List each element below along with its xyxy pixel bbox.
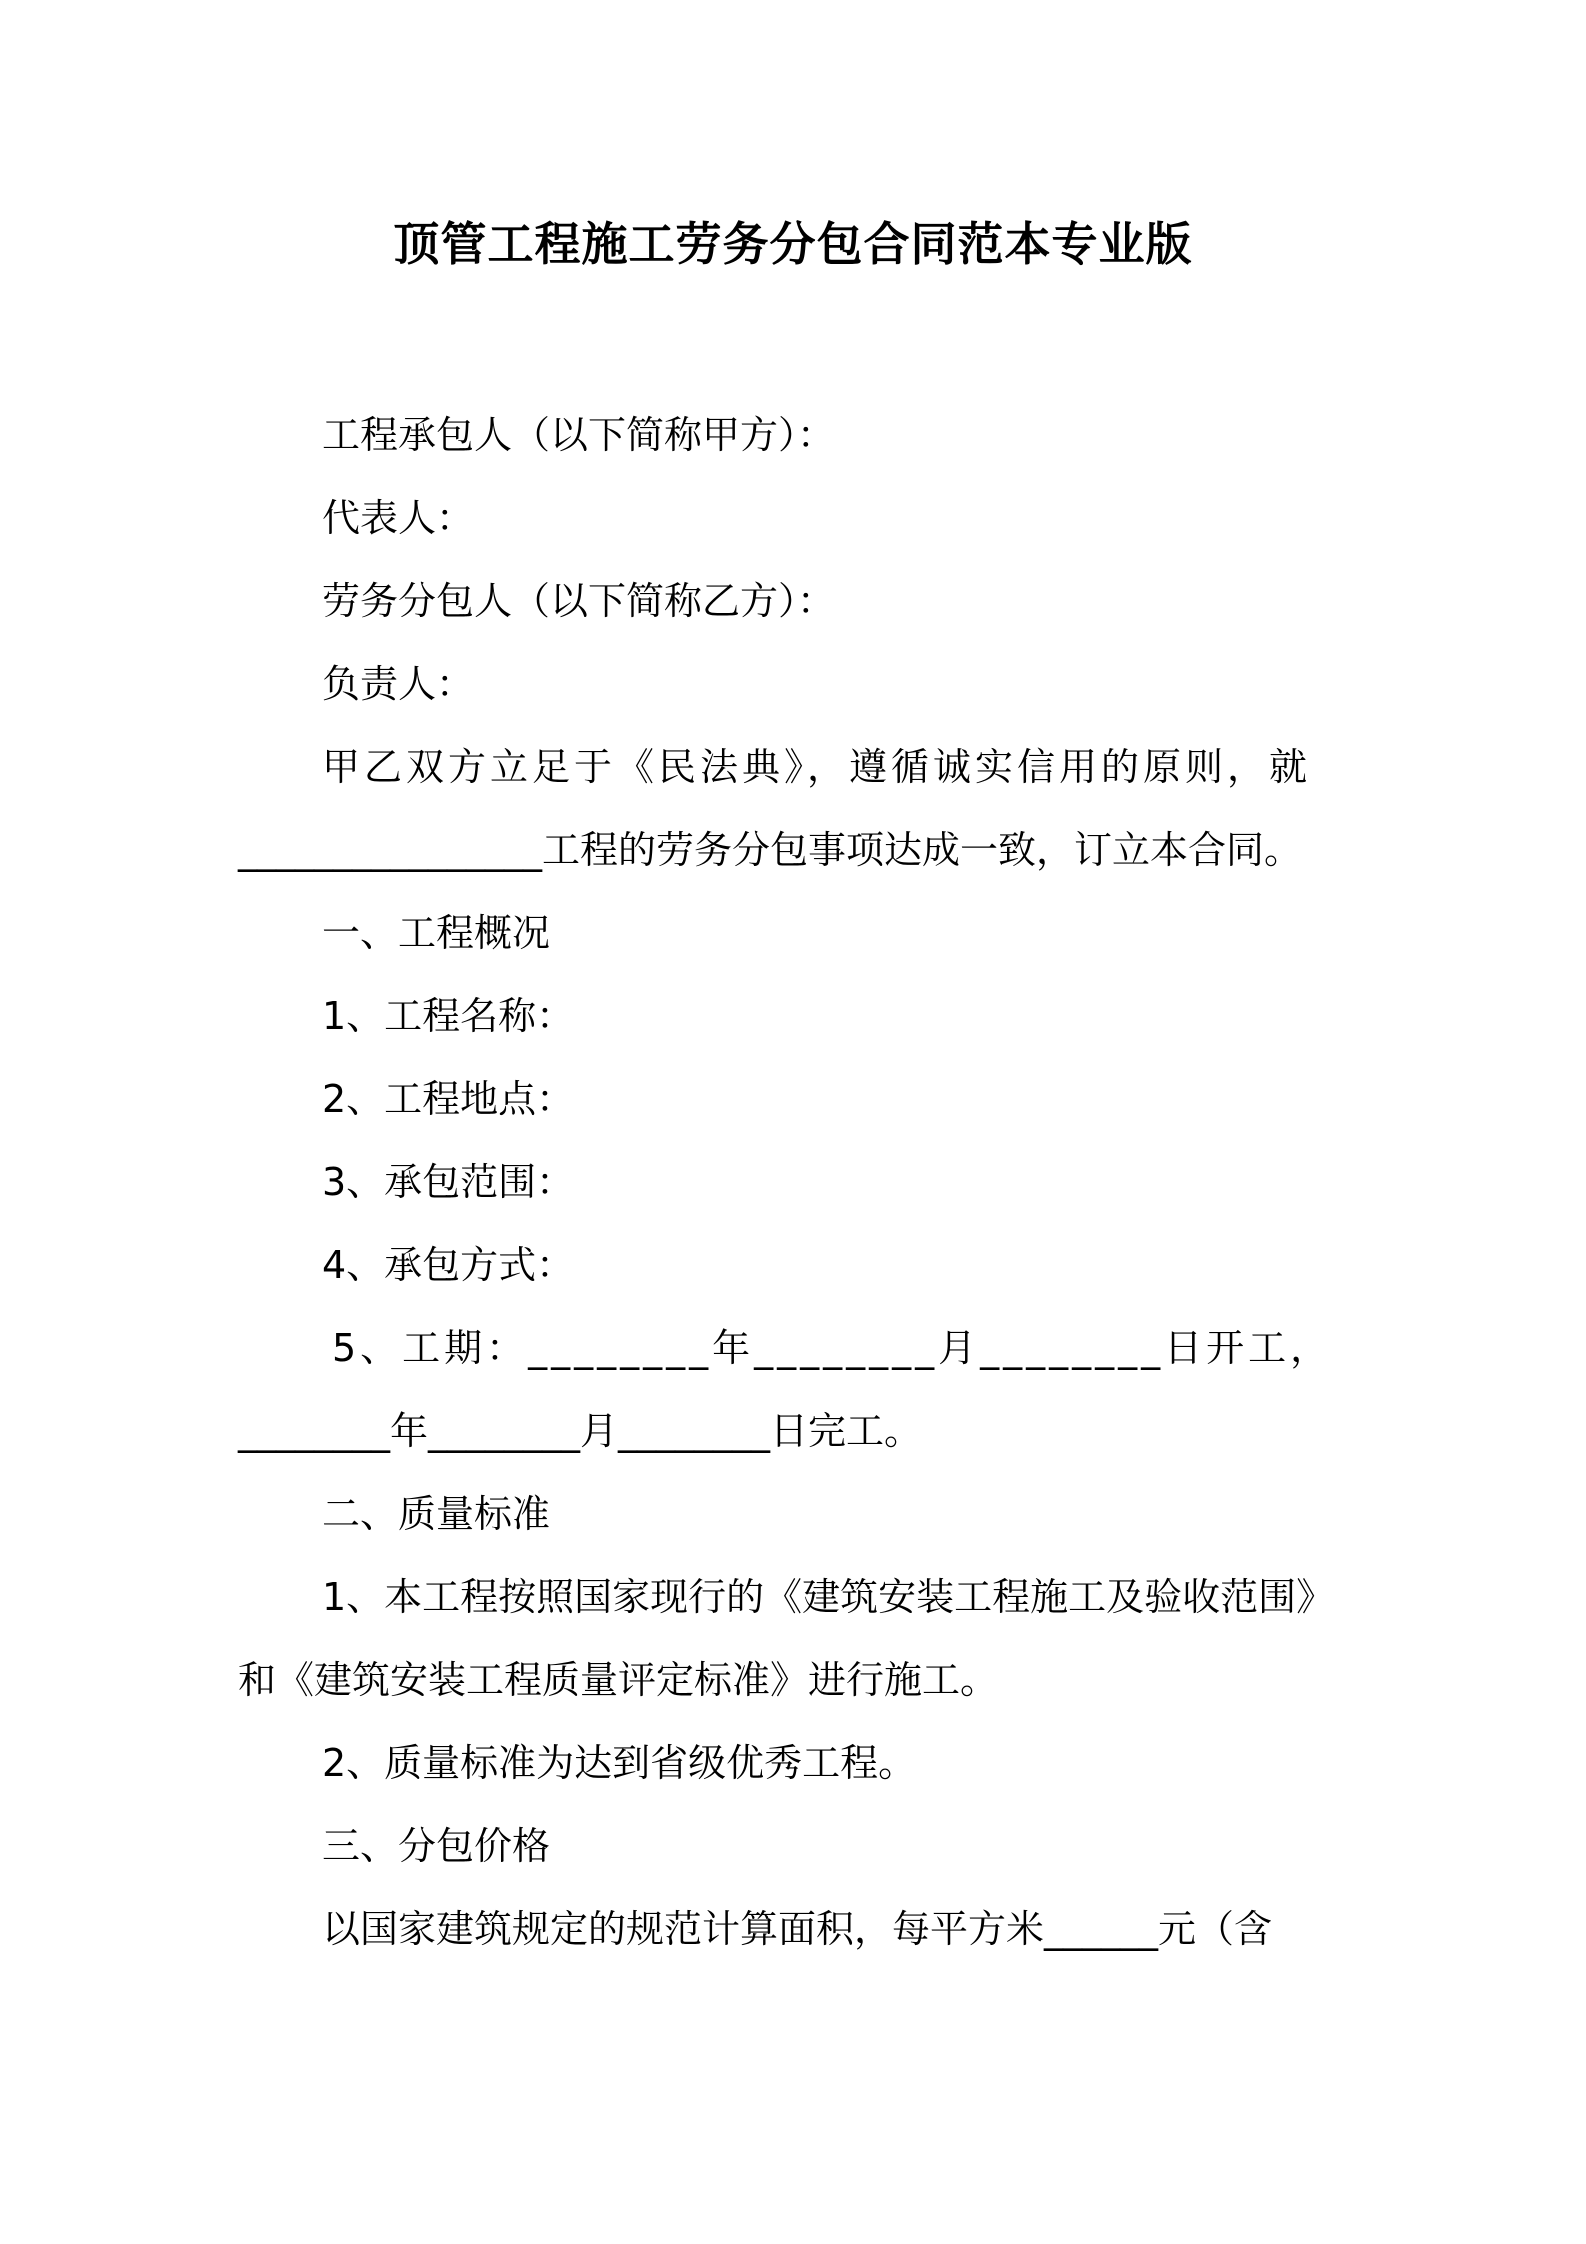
clause-project-location: 2、工程地点： <box>322 1077 575 1121</box>
clause-contract-method: 4、承包方式： <box>322 1243 575 1287</box>
clause-duration-start: 5、工期：________年________月________日开工， <box>332 1326 1333 1370</box>
section-heading-3: 三、分包价格 <box>322 1824 551 1868</box>
party-a-representative-line: 代表人： <box>322 496 475 540</box>
document-title: 顶管工程施工劳务分包合同范本专业版 <box>393 217 1193 271</box>
section-heading-2: 二、质量标准 <box>322 1492 551 1536</box>
clause-project-name: 1、工程名称： <box>322 994 575 1038</box>
quality-clause-2: 2、质量标准为达到省级优秀工程。 <box>322 1741 917 1785</box>
quality-clause-1-line-2: 和《建筑安装工程质量评定标准》进行施工。 <box>238 1658 999 1702</box>
party-b-responsible-line: 负责人： <box>322 662 475 706</box>
party-b-line: 劳务分包人（以下简称乙方）： <box>322 579 836 623</box>
quality-clause-1-line-1: 1、本工程按照国家现行的《建筑安装工程施工及验收范围》 <box>322 1575 1335 1619</box>
price-clause-line-1: 以国家建筑规定的规范计算面积，每平方米______元（含 <box>322 1907 1273 1951</box>
party-a-line: 工程承包人（以下简称甲方）： <box>322 413 836 457</box>
section-heading-1: 一、工程概况 <box>322 911 551 955</box>
clause-duration-end: ________年________月________日完工。 <box>238 1409 923 1453</box>
preamble-line-2: ________________工程的劳务分包事项达成一致，订立本合同。 <box>238 828 1303 872</box>
clause-contract-scope: 3、承包范围： <box>322 1160 575 1204</box>
preamble-line-1: 甲乙双方立足于《民法典》，遵循诚实信用的原则，就 <box>322 745 1312 789</box>
